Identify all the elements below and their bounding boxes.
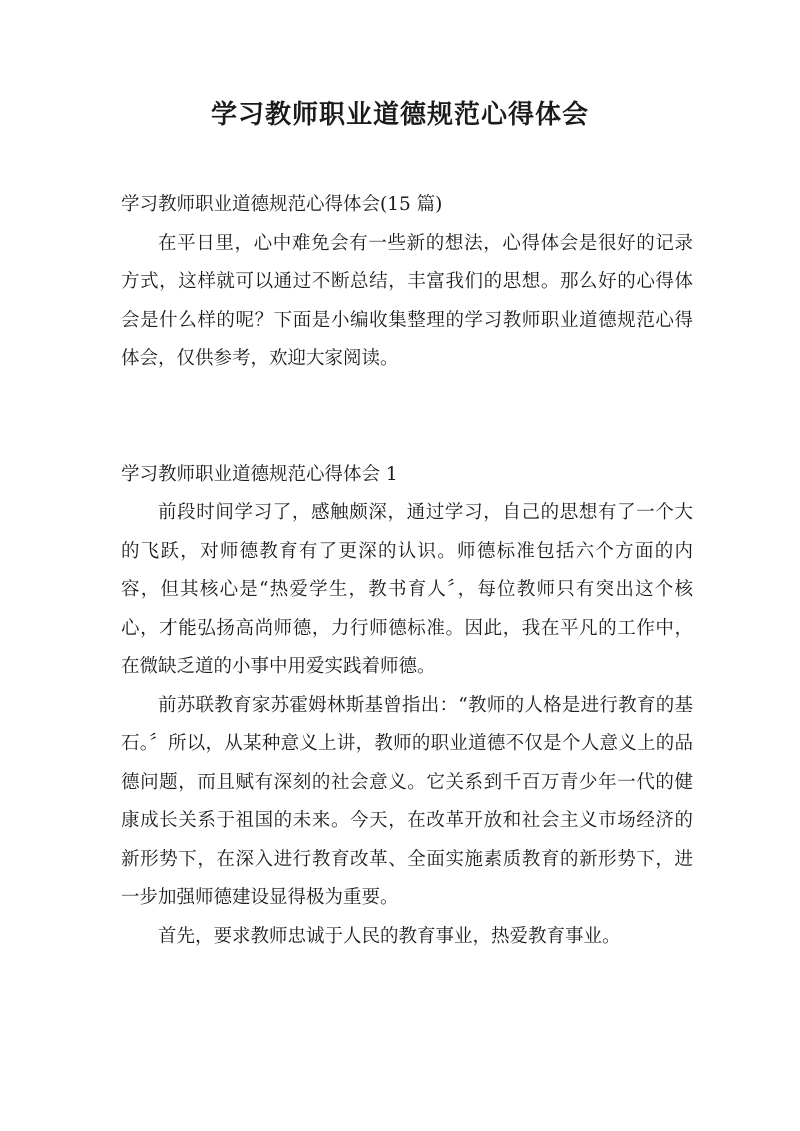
intro-paragraph: 在平日里，心中难免会有一些新的想法，心得体会是很好的记录方式，这样就可以通过不断总结，丰富我们的思想。那么好的心得体会是什么样的呢？下面是小编收集整理的学习教师职业道德规范心得体会，仅供参考，欢迎大家阅读。 (121, 232, 693, 369)
section1-heading: 学习教师职业道德规范心得体会 1 (121, 463, 398, 485)
document-title: 学习教师职业道德规范心得体会 (210, 100, 589, 130)
section-spacer (121, 379, 693, 456)
section1-paragraph-2: 前苏联教育家苏霍姆林斯基曾指出：“教师的人格是进行教育的基石。〞所以，从某种意义上讲，教师的职业道德不仅是个人意义上的品德问题，而且赋有深刻的社会意义。它关系到千百万青少年一代的健康成长关系于祖国的未来。今天，在改革开放和社会主义市场经济的新形势下，在深入进行教育改革、全面实施素质教育的新形势下，进一步加强师德建设显得极为重要。 (121, 694, 693, 908)
section1-paragraph-1: 前段时间学习了，感触颇深，通过学习，自己的思想有了一个大的飞跃，对师德教育有了更深的认识。师德标准包括六个方面的内容，但其核心是“热爱学生，教书育人〞，每位教师只有突出这个核心，才能弘扬高尚师德，力行师德标准。因此，我在平凡的工作中，在微缺乏道的小事中用爱实践着师德。 (121, 502, 693, 677)
document-body (121, 186, 693, 956)
section1-paragraph-3: 首先，要求教师忠诚于人民的教育事业，热爱教育事业。 (158, 925, 621, 947)
intro-heading: 学习教师职业道德规范心得体会(15 篇) (121, 194, 443, 215)
